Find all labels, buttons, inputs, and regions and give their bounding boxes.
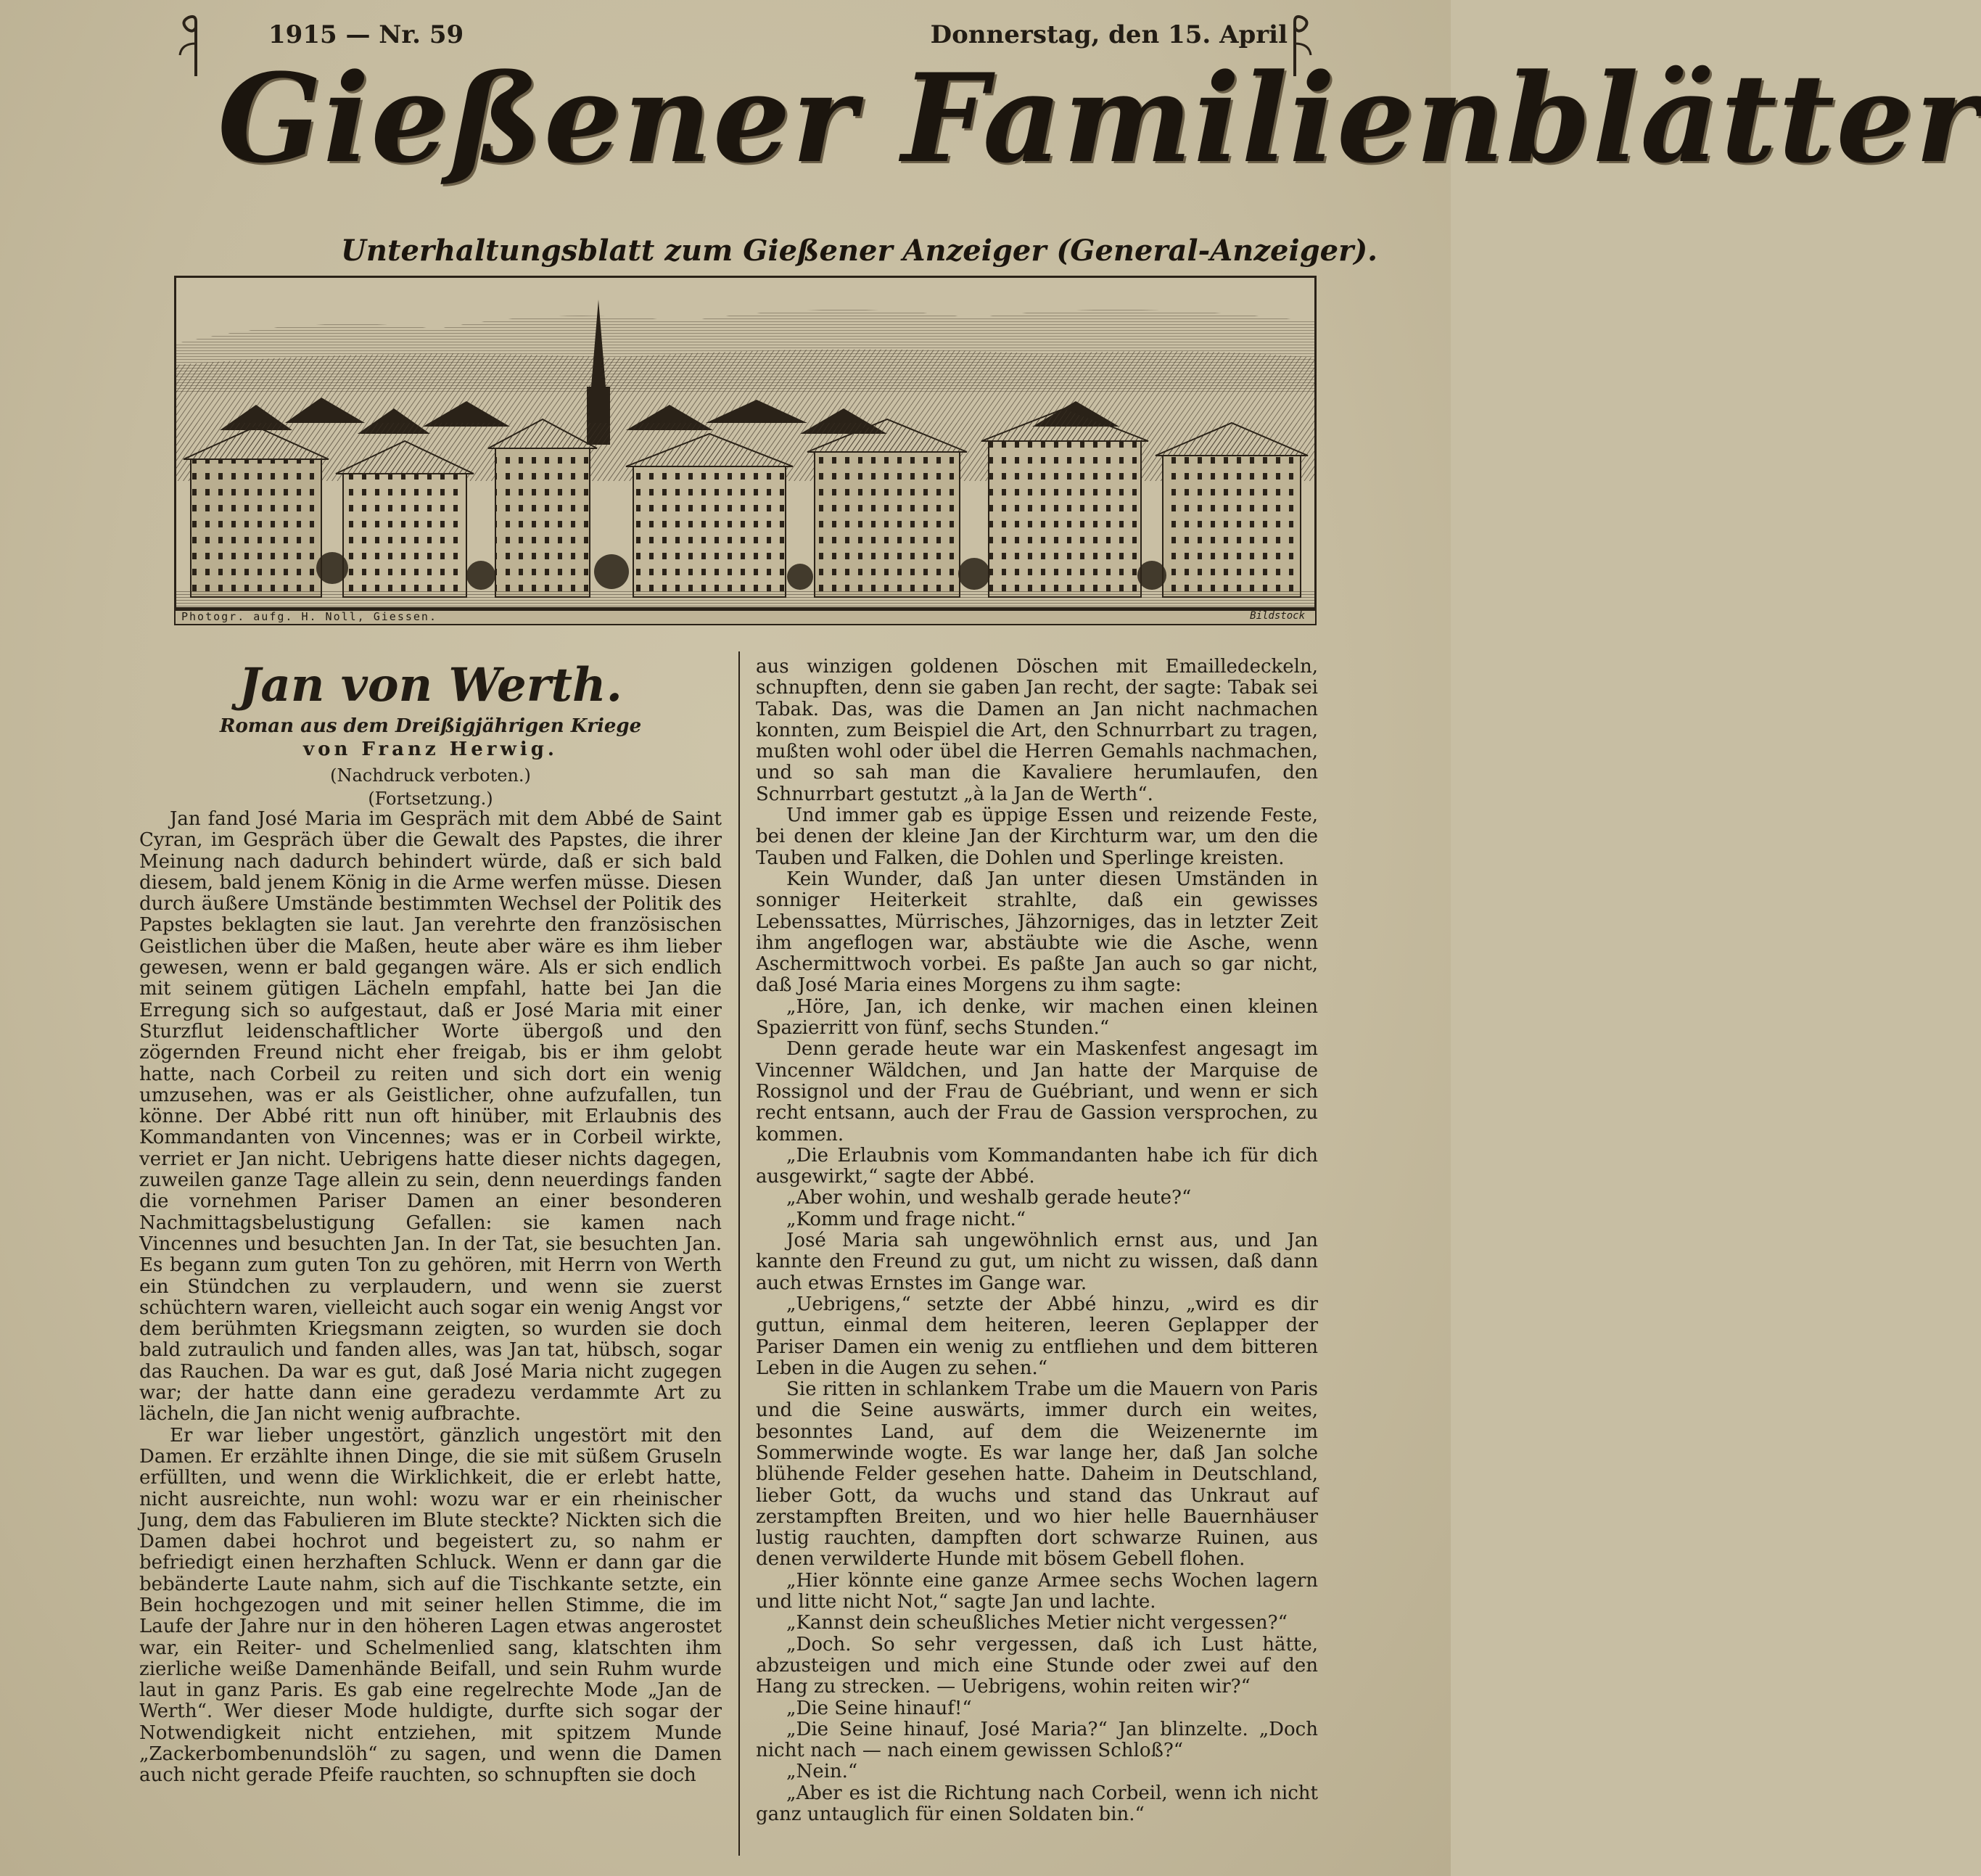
column-divider xyxy=(738,651,740,1856)
engraver-signature: Bildstock xyxy=(1250,610,1305,622)
paragraph: „Die Seine hinauf, José Maria?“ Jan blinzelte. „Doch nicht nach — nach einem gewissen Schloß?“ xyxy=(756,1718,1318,1762)
article-title: Jan von Werth. xyxy=(239,658,622,712)
paragraph: Kein Wunder, daß Jan unter diesen Umständen in sonniger Heiterkeit strahlte, daß ein gewisses Lebenssattes, Mürrisches, Jähzorniges, das in letzter Zeit ihm angeflogen war, abstäubte wie die Asche, wenn Aschermittwoch vorbei. Es paßte Jan auch so gar nicht, daß José Maria eines Morgens zu ihm sagte: xyxy=(756,868,1318,997)
right-column xyxy=(756,657,1318,1825)
issue-date: Donnerstag, den 15. April xyxy=(930,20,1288,49)
paragraph: Er war lieber ungestört, gänzlich ungestört mit den Damen. Er erzählte ihnen Dinge, die sie mit süßem Gruseln erfüllten, und wenn die Wirklichkeit, die er erlebt hatte, nicht ausreichte, nun wohl: wozu war er ein rheinischer Jung, dem das Fabulieren im Blute steckte? Nickten sich die Damen dabei hochrot und begeistert zu, so nahm er befriedigt einen herzhaften Schluck. Wenn er dann gar die bebänderte Laute nahm, sich auf die Tischkante setzte, ein Bein hochgezogen und mit seiner hellen Stimme, die im Laufe der Jahre nur in den höheren Lagen etwas angerostet war, ein Reiter- und Schelmenlied sang, klatschten ihm zierliche weiße Damenhände Beifall, und sein Ruhm wurde laut in ganz Paris. Es gab eine regelrechte Mode „Jan de Werth“. Wer dieser Mode huldigte, durfte sich sogar der Notwendigkeit nicht entziehen, mit spitzem Munde „Zackerbombenundslöh“ zu sagen, und wenn die Damen auch nicht gerade Pfeife rauchten, so schnupften sie doch xyxy=(139,1424,722,1787)
paragraph: Denn gerade heute war ein Maskenfest angesagt im Vincenner Wäldchen, und Jan hatte der Marquise de Rossignol und der Frau de Guébriant, und wenn er sich recht entsann, auch der Frau de Gassion versprochen, zu kommen. xyxy=(756,1038,1318,1145)
paragraph: „Die Erlaubnis vom Kommandanten habe ich für dich ausgewirkt,“ sagte der Abbé. xyxy=(756,1144,1318,1188)
continuation-note: (Fortsetzung.) xyxy=(368,789,493,809)
paragraph: „Uebrigens,“ setzte der Abbé hinzu, „wird es dir guttun, einmal dem heiteren, leeren Geplapper der Pariser Damen ein wenig zu entfliehen und dem bitteren Leben in die Augen zu sehen.“ xyxy=(756,1293,1318,1379)
paragraph: José Maria sah ungewöhnlich ernst aus, und Jan kannte den Freund zu gut, um nicht zu wissen, daß dann auch etwas Ernstes im Gange war. xyxy=(756,1230,1318,1294)
newspaper-title: Gießener Familienblätter xyxy=(218,46,1981,190)
masthead xyxy=(174,15,1981,628)
paragraph: Sie ritten in schlankem Trabe um die Mauern von Paris und die Seine auswärts, immer durch ein weites, besonntes Land, auf dem die Weizenernte im Sommerwinde wogte. Es war lange her, daß Jan solche blühende Felder gesehen hatte. Daheim in Deutschland, lieber Gott, da wuchs und stand das Unkraut auf zerstampften Breiten, und wo hier helle Bauernhäuser lustig rauchten, dampften dort schwarze Ruinen, aus denen verwilderte Hunde mit bösem Gebell flohen. xyxy=(756,1378,1318,1571)
city-view-illustration-icon xyxy=(176,278,1314,607)
paragraph: Und immer gab es üppige Essen und reizende Feste, bei denen der kleine Jan der Kirchturm war, um den die Tauben und Falken, die Dohlen und Sperlinge kreisten. xyxy=(756,805,1318,869)
issue-number: 1915 — Nr. 59 xyxy=(268,20,464,49)
newspaper-subtitle: Unterhaltungsblatt zum Gießener Anzeiger (General-Anzeiger). xyxy=(341,234,1378,268)
paragraph: „Hier könnte eine ganze Armee sechs Wochen lagern und litte nicht Not,“ sagte Jan und lachte. xyxy=(756,1569,1318,1613)
paragraph: aus winzigen goldenen Döschen mit Emailledeckeln, schnupften, denn sie gaben Jan recht, der sagte: Tabak sei Tabak. Das, was die Damen an Jan nicht nachmachen konnten, zum Beispiel die Art, den Schnurrbart zu tragen, mußten wohl oder übel die Herren Gemahls nachmachen, und so sah man die Kavaliere herumlaufen, den Schnurrbart gestutzt „à la Jan de Werth“. xyxy=(756,656,1318,805)
article-heading xyxy=(139,657,722,810)
paragraph: „Doch. So sehr vergessen, daß ich Lust hätte, abzusteigen und mich eine Stunde oder zwei auf den Hang zu strecken. — Uebrigens, wohin reiten wir?“ xyxy=(756,1633,1318,1698)
paragraph: Jan fand José Maria im Gespräch mit dem Abbé de Saint Cyran, im Gespräch über die Gewalt des Papstes, die ihrer Meinung nach dadurch behindert würde, daß er sich bald diesem, bald jenem König in die Arme werfen müsse. Diesen durch äußere Umstände bestimmten Wechsel der Politik des Papstes beklagten sie laut. Jan verehrte den französischen Geistlichen über die Maßen, heute aber wäre es ihm lieber gewesen, wenn er bald gegangen wäre. Als er sich endlich mit seinem gütigen Lächeln empfahl, hatte bei Jan die Erregung sich so aufgestaut, daß er José Maria mit einer Sturzflut leidenschaftlicher Worte übergoß und den zögernden Freund nicht eher freigab, bis er ihm gelobt hatte, nach Corbeil zu reiten und sich dort ein wenig umzusehen, was er als Geistlicher, ohne aufzufallen, tun könne. Der Abbé ritt nun oft hinüber, mit Erlaubnis des Kommandanten von Vincennes; was er in Corbeil wirkte, verriet er Jan nicht. Uebrigens hatte dieser nichts dagegen, zuweilen ganze Tage allein zu sein, denn neuerdings fanden die vornehmen Pariser Damen an einer besonderen Nachmittagsbelustigung Gefallen: sie kamen nach Vincennes und besuchten Jan. In der Tat, sie besuchten Jan. Es begann zum guten Ton zu gehören, mit Herrn von Werth ein Stündchen zu verplaudern, und wenn sie zuerst schüchtern waren, vielleicht auch sogar ein wenig Angst vor dem berühmten Kriegsmann zeigten, so wurden sie doch bald zutraulich und fanden alles, was Jan tat, hübsch, sogar das Rauchen. Da war es gut, daß José Maria nicht zugegen war; der hatte dann eine geradezu verdammte Art zu lächeln, die Jan nicht wenig aufbrachte. xyxy=(139,808,722,1425)
left-column xyxy=(139,809,722,1787)
city-engraving xyxy=(174,276,1317,609)
photo-credit: Photogr. aufg. H. Noll, Giessen. xyxy=(181,610,437,623)
paragraph: „Aber es ist die Richtung nach Corbeil, wenn ich nicht ganz untauglich für einen Soldaten bin.“ xyxy=(756,1782,1318,1826)
paragraph: „Nein.“ xyxy=(786,1761,858,1783)
article-author: von Franz Herwig. xyxy=(303,739,558,760)
paragraph: „Komm und frage nicht.“ xyxy=(786,1208,1026,1230)
paragraph: „Kannst dein scheußliches Metier nicht vergessen?“ xyxy=(786,1612,1288,1634)
reprint-note: (Nachdruck verboten.) xyxy=(330,765,531,786)
paragraph: „Die Seine hinauf!“ xyxy=(786,1697,972,1719)
article-subtitle: Roman aus dem Dreißigjährigen Kriege xyxy=(219,715,642,737)
paragraph: „Aber wohin, und weshalb gerade heute?“ xyxy=(786,1187,1192,1209)
photo-credit-bar xyxy=(174,609,1317,625)
paragraph: „Höre, Jan, ich denke, wir machen einen kleinen Spazierritt von fünf, sechs Stunden.“ xyxy=(756,995,1318,1040)
